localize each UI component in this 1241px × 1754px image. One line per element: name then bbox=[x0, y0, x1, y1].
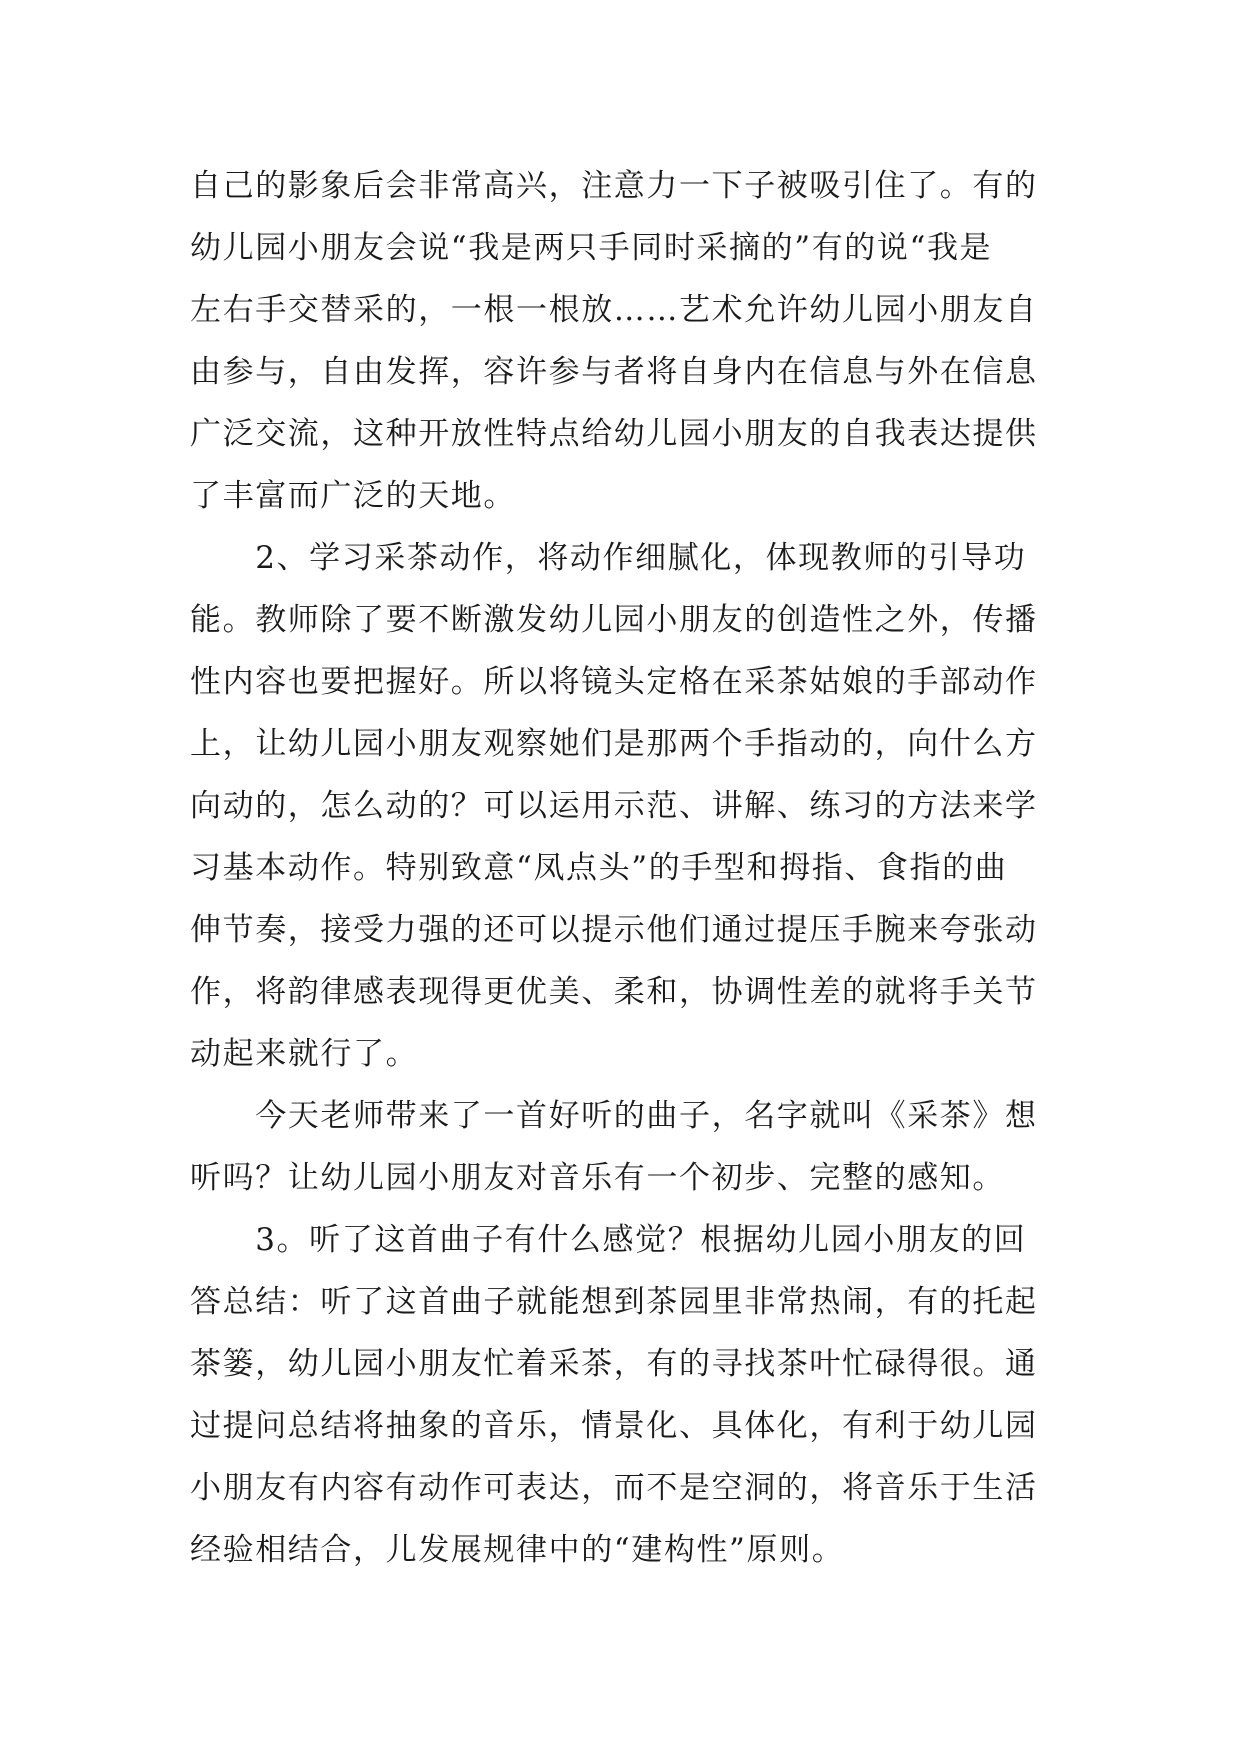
text-line: 过提问总结将抽象的音乐，情景化、具体化，有利于幼儿园 bbox=[190, 1408, 1038, 1444]
text-line: 伸节奏，接受力强的还可以提示他们通过提压手腕来夸张动 bbox=[190, 912, 1038, 948]
text-line: 3。听了这首曲子有什么感觉？根据幼儿园小朋友的回 bbox=[190, 1222, 1027, 1258]
text-line: 作，将韵律感表现得更优美、柔和，协调性差的就将手关节 bbox=[190, 974, 1038, 1010]
text-line: 性内容也要把握好。所以将镜头定格在采茶姑娘的手部动作 bbox=[190, 664, 1038, 700]
text-line: 幼儿园小朋友会说“我是两只手同时采摘的”有的说“我是 bbox=[190, 230, 993, 266]
text-line: 向动的，怎么动的？可以运用示范、讲解、练习的方法来学 bbox=[190, 788, 1038, 824]
text-line: 广泛交流，这种开放性特点给幼儿园小朋友的自我表达提供 bbox=[190, 416, 1038, 452]
text-line: 能。教师除了要不断激发幼儿园小朋友的创造性之外，传播 bbox=[190, 602, 1038, 638]
text-line: 了丰富而广泛的天地。 bbox=[190, 478, 516, 514]
body-text bbox=[190, 155, 1052, 1581]
text-line: 自己的影象后会非常高兴，注意力一下子被吸引住了。有的 bbox=[190, 168, 1038, 204]
text-line: 上，让幼儿园小朋友观察她们是那两个手指动的，向什么方 bbox=[190, 726, 1038, 762]
text-line: 动起来就行了。 bbox=[190, 1036, 419, 1072]
text-line: 2、学习采茶动作，将动作细腻化，体现教师的引导功 bbox=[190, 540, 1027, 576]
text-line: 小朋友有内容有动作可表达，而不是空洞的，将音乐于生活 bbox=[190, 1470, 1038, 1506]
text-line: 今天老师带来了一首好听的曲子，名字就叫《采茶》想 bbox=[190, 1098, 1038, 1134]
text-line: 经验相结合，儿发展规律中的“建构性”原则。 bbox=[190, 1532, 845, 1568]
text-line: 左右手交替采的，一根一根放……艺术允许幼儿园小朋友自 bbox=[190, 292, 1038, 328]
text-line: 听吗？让幼儿园小朋友对音乐有一个初步、完整的感知。 bbox=[190, 1160, 1005, 1196]
text-line: 由参与，自由发挥，容许参与者将自身内在信息与外在信息 bbox=[190, 354, 1038, 390]
text-line: 茶篓，幼儿园小朋友忙着采茶，有的寻找茶叶忙碌得很。通 bbox=[190, 1346, 1038, 1382]
text-line: 答总结：听了这首曲子就能想到茶园里非常热闹，有的托起 bbox=[190, 1284, 1038, 1320]
text-line: 习基本动作。特别致意“凤点头”的手型和拇指、食指的曲 bbox=[190, 850, 1008, 886]
